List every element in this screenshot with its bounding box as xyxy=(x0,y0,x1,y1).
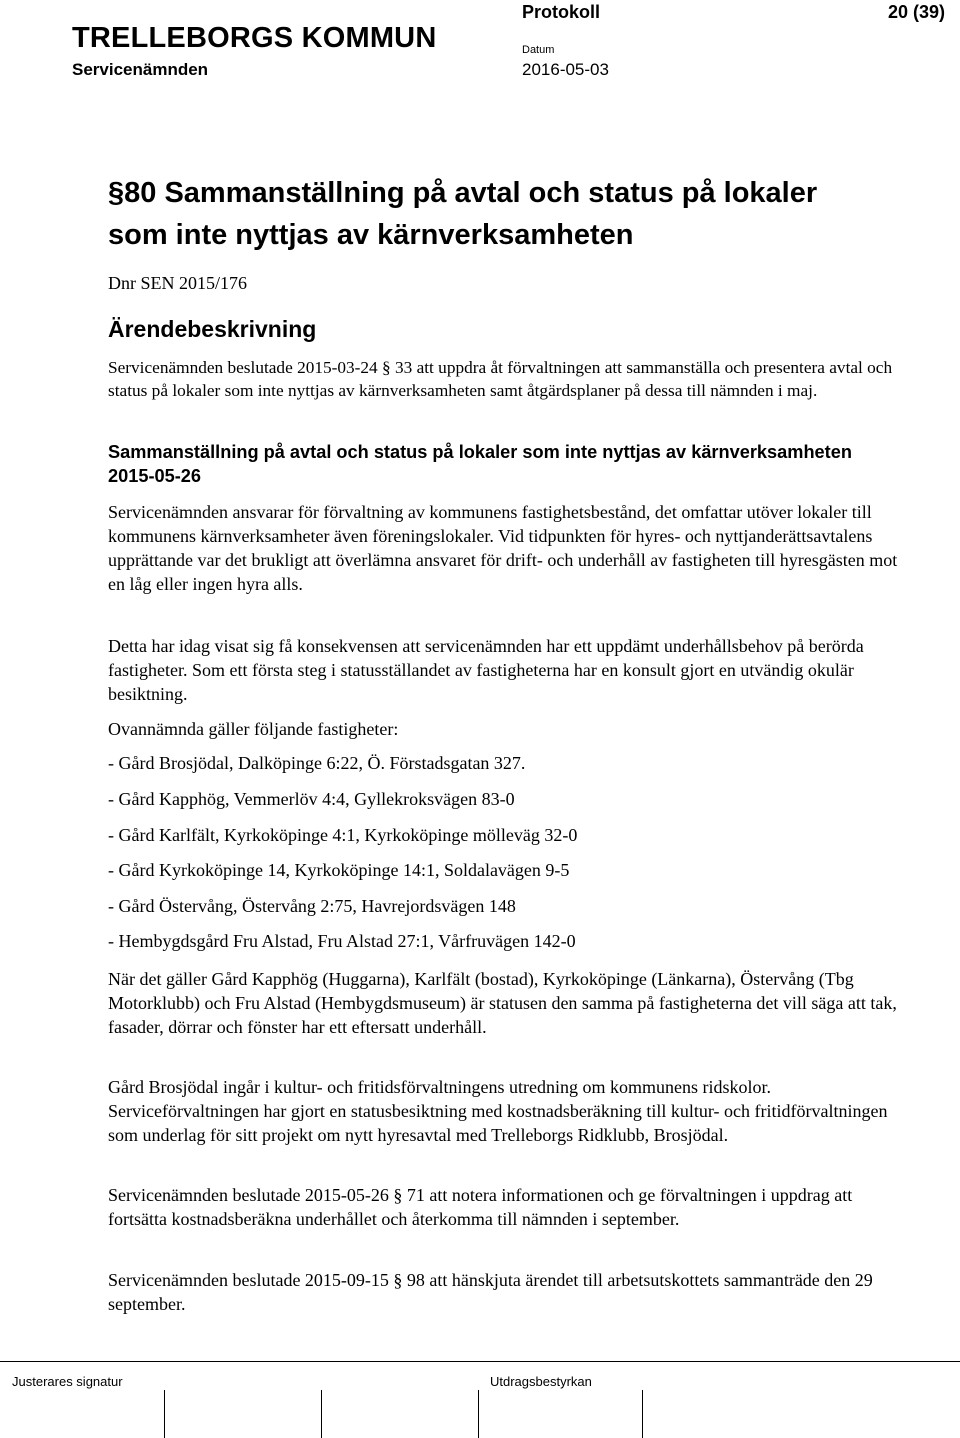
body-paragraph: Servicenämnden beslutade 2015-05-26 § 71 att notera informationen och ge förvaltningen i uppdrag att fortsätta kostnadsberäkna underhållet och återkomma till nämnden i september. xyxy=(108,1185,853,1229)
body-paragraph: Gård Brosjödal ingår i kultur- och fritidsförvaltningens utredning om kommunens ridskolor. Serviceförvaltningen har gjort en statusbesiktning med kostnadsberäkning till kultur- och fritidförvaltningen som underlag för sitt projekt om nytt hyresavtal med Trelleborgs Ridklubb, Brosjödal. xyxy=(108,1077,888,1145)
page-title: §80 Sammanställning på avtal och status på lokaler som inte nyttjas av kärnverksamheten xyxy=(108,177,818,251)
footer-divider xyxy=(0,1361,960,1362)
body-paragraph: När det gäller Gård Kapphög (Huggarna), Karlfält (bostad), Kyrkoköpinge (Länkarna), Östervång (Tbg Motorklubb) och Fru Alstad (Hembygdsmuseum) är statusen den samma på fastigheterna det vill säga att tak, fasader, dörrar och fönster har ett eftersatt underhåll. xyxy=(108,969,897,1037)
organization-name: TRELLEBORGS KOMMUN xyxy=(72,22,437,54)
intro-paragraph: Servicenämnden beslutade 2015-03-24 § 33 att uppdra åt förvaltningen att sammanställa och presentera avtal och status på lokaler som inte nyttjas av kärnverksamheten samt åtgärdsplaner på dessa till nämnden i maj. xyxy=(108,358,893,400)
property-item: - Gård Kyrkoköpinge 14, Kyrkoköpinge 14:1, Soldalavägen 9-5 xyxy=(108,860,570,880)
signature-box-divider xyxy=(321,1390,322,1438)
property-item: - Gård Östervång, Östervång 2:75, Havrejordsvägen 148 xyxy=(108,896,516,916)
sub-heading: Sammanställning på avtal och status på lokaler som inte nyttjas av kärnverksamheten 2015-05-26 xyxy=(108,442,852,486)
signature-label: Justerares signatur xyxy=(12,1374,123,1389)
date-label: Datum xyxy=(522,44,555,56)
property-item: - Gård Brosjödal, Dalköpinge 6:22, Ö. Förstadsgatan 327. xyxy=(108,753,526,773)
signature-box-divider xyxy=(164,1390,165,1438)
extract-certification-label: Utdragsbestyrkan xyxy=(490,1374,592,1389)
section-heading: Ärendebeskrivning xyxy=(108,316,317,342)
document-type: Protokoll xyxy=(522,2,601,22)
page-number: 20 (39) xyxy=(888,2,946,22)
property-item: - Hembygdsgård Fru Alstad, Fru Alstad 27:1, Vårfruvägen 142-0 xyxy=(108,931,576,951)
body-paragraph: Ovannämnda gäller följande fastigheter: xyxy=(108,719,399,739)
signature-box-divider xyxy=(642,1390,643,1438)
body-paragraph: Servicenämnden beslutade 2015-09-15 § 98 att hänskjuta ärendet till arbetsutskottets sammanträde den 29 september. xyxy=(108,1270,873,1314)
property-item: - Gård Karlfält, Kyrkoköpinge 4:1, Kyrkoköpinge mölleväg 32-0 xyxy=(108,825,578,845)
document-date: 2016-05-03 xyxy=(522,60,609,79)
department-name: Servicenämnden xyxy=(72,60,209,79)
case-number: Dnr SEN 2015/176 xyxy=(108,273,247,293)
signature-box-divider xyxy=(478,1390,479,1438)
body-paragraph: Servicenämnden ansvarar för förvaltning av kommunens fastighetsbestånd, det omfattar utöver lokaler till kommunens kärnverksamheter även föreningslokaler. Vid tidpunkten för hyres- och nyttjanderättsavtalens upprättande var det brukligt att överlämna ansvaret för drift- och underhåll av fastigheten till hyresgästen mot en låg eller ingen hyra alls. xyxy=(108,502,898,594)
property-item: - Gård Kapphög, Vemmerlöv 4:4, Gyllekroksvägen 83-0 xyxy=(108,789,515,809)
body-paragraph: Detta har idag visat sig få konsekvensen att servicenämnden har ett uppdämt underhållsbehov på berörda fastigheter. Som ett första steg i statusställandet av fastigheterna har en konsult gjort en utvändig okulär besiktning. xyxy=(108,636,864,704)
